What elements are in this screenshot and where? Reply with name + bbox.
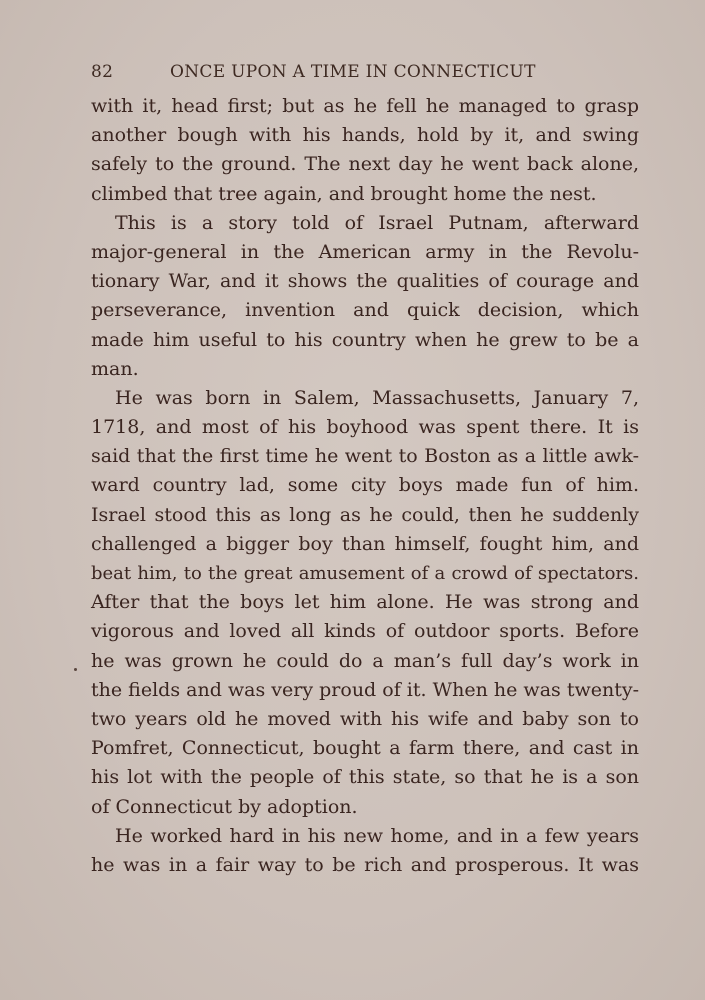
text-line: challenged a bigger boy than himself, fought him, and	[91, 532, 639, 555]
text-line: major-general in the American army in the Revolu-	[91, 240, 639, 263]
paragraph-first-line: He worked hard in his new home, and in a few years	[115, 824, 639, 847]
margin-speck	[74, 668, 77, 671]
text-line: 1718, and most of his boyhood was spent there. It is	[91, 416, 639, 439]
page-number: 82	[91, 62, 114, 82]
running-title: ONCE UPON A TIME IN CONNECTICUT	[170, 62, 536, 82]
paragraph-first-line: He was born in Salem, Massachusetts, January 7,	[115, 386, 639, 409]
text-line: made him useful to his country when he grew to be a	[91, 328, 639, 351]
text-line: safely to the ground. The next day he went back alone,	[91, 153, 639, 176]
text-line: tionary War, and it shows the qualities of courage and	[91, 270, 639, 293]
text-line: the fields and was very proud of it. When he was twenty-	[91, 678, 639, 701]
text-line: two years old he moved with his wife and baby son to	[91, 707, 639, 730]
text-line: his lot with the people of this state, so that he is a son	[91, 766, 639, 789]
text-line: with it, head first; but as he fell he managed to grasp	[91, 95, 639, 117]
text-line: climbed that tree again, and brought home the nest.	[91, 182, 597, 205]
body-text	[91, 92, 639, 880]
text-line: Pomfret, Connecticut, bought a farm there, and cast in	[91, 737, 639, 760]
text-line: ward country lad, some city boys made fun of him.	[91, 474, 639, 497]
text-line: of Connecticut by adoption.	[91, 795, 358, 818]
text-line: After that the boys let him alone. He was strong and	[91, 591, 639, 614]
text-line: man.	[91, 357, 139, 380]
text-line: Israel stood this as long as he could, then he suddenly	[91, 503, 639, 526]
text-line: perseverance, invention and quick decision, which	[91, 299, 639, 322]
text-line: said that the first time he went to Boston as a little awk-	[91, 445, 639, 468]
text-line: beat him, to the great amusement of a crowd of spectators.	[91, 563, 639, 584]
paragraph-first-line: This is a story told of Israel Putnam, afterward	[115, 211, 639, 234]
running-head	[91, 62, 639, 90]
text-line: he was grown he could do a man’s full day’s work in	[91, 649, 639, 672]
text-line: another bough with his hands, hold by it, and swing	[91, 124, 639, 147]
text-line: vigorous and loved all kinds of outdoor sports. Before	[91, 620, 639, 643]
text-line: he was in a fair way to be rich and prosperous. It was	[91, 853, 639, 876]
